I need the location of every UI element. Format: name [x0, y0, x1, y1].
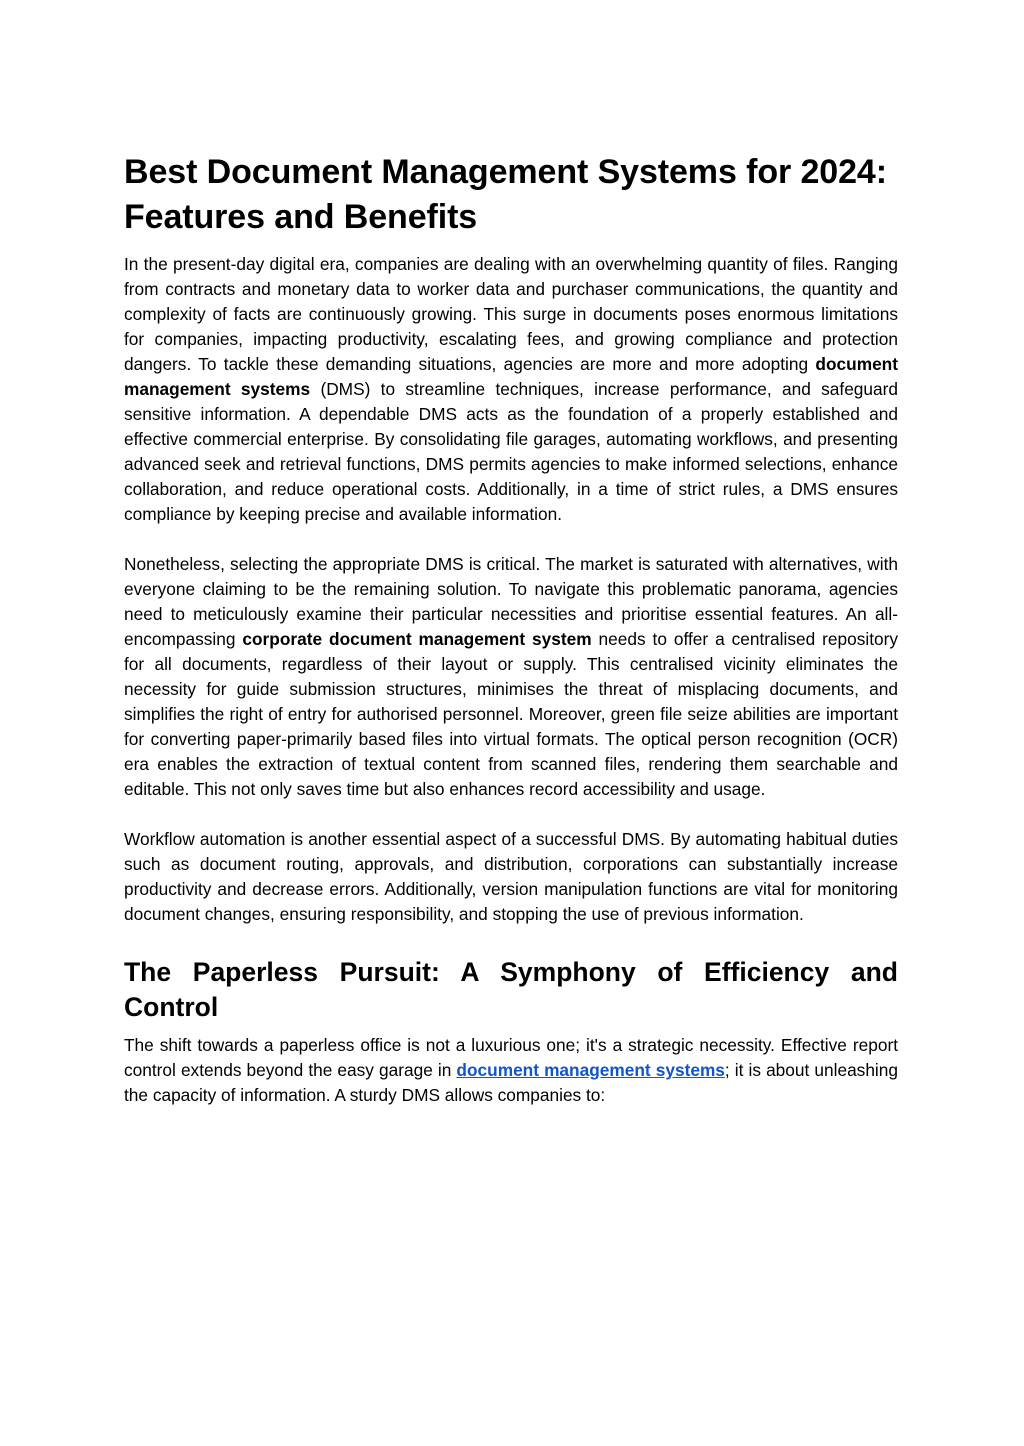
selection-text-after: needs to offer a centralised repository for all documents, regardless of their layout or supply. This centralised vicinity eliminates the necessity for guide submission structures, minimises the threat of misplacing documents, and simplifies the right of entry for authorised personnel. Moreover, green file seize abilities are important for converting paper-primarily based files into virtual formats. The optical person recognition (OCR) era enables the extraction of textual content from scanned files, rendering them searchable and editable. This not only saves time but also enhances record accessibility and usage.	[124, 629, 898, 799]
paperless-text-after: ; it is about unleashing the capacity of information. A sturdy DMS allows companies to:	[124, 1060, 898, 1105]
intro-text-after: (DMS) to streamline techniques, increase performance, and safeguard sensitive information. A dependable DMS acts as the foundation of a properly established and effective commercial enterprise. By consolidating file garages, automating workflows, and presenting advanced seek and retrieval functions, DMS permits agencies to make informed selections, enhance collaboration, and reduce operational costs. Additionally, in a time of strict rules, a DMS ensures compliance by keeping precise and available information.	[124, 379, 898, 524]
document-page	[124, 150, 898, 1108]
paperless-paragraph	[124, 1033, 898, 1108]
dms-link[interactable]: document management systems	[456, 1060, 725, 1080]
selection-bold-term: corporate document management system	[242, 629, 592, 649]
intro-text-before: In the present-day digital era, companies are dealing with an overwhelming quantity of files. Ranging from contracts and monetary data to worker data and purchaser communications, the quantity and complexity of facts are continuously growing. This surge in documents poses enormous limitations for companies, impacting productivity, escalating fees, and growing compliance and protection dangers. To tackle these demanding situations, agencies are more and more adopting	[124, 254, 898, 374]
intro-bold-term: document management systems	[124, 354, 898, 399]
paperless-text-before: The shift towards a paperless office is not a luxurious one; it's a strategic necessity. Effective report control extends beyond the easy garage in	[124, 1035, 898, 1080]
workflow-paragraph: Workflow automation is another essential aspect of a successful DMS. By automating habitual duties such as document routing, approvals, and distribution, corporations can substantially increase productivity and decrease errors. Additionally, version manipulation functions are vital for monitoring document changes, ensuring responsibility, and stopping the use of previous information.	[124, 829, 898, 924]
section-heading: The Paperless Pursuit: A Symphony of Efficiency and Control	[124, 957, 898, 1022]
selection-text-before: Nonetheless, selecting the appropriate DMS is critical. The market is saturated with alternatives, with everyone claiming to be the remaining solution. To navigate this problematic panorama, agencies need to meticulously examine their particular necessities and prioritise essential features. An all-encompassing	[124, 554, 898, 649]
selection-paragraph	[124, 552, 898, 802]
intro-paragraph	[124, 252, 898, 527]
page-title: Best Document Management Systems for 2024: Features and Benefits	[124, 153, 887, 236]
